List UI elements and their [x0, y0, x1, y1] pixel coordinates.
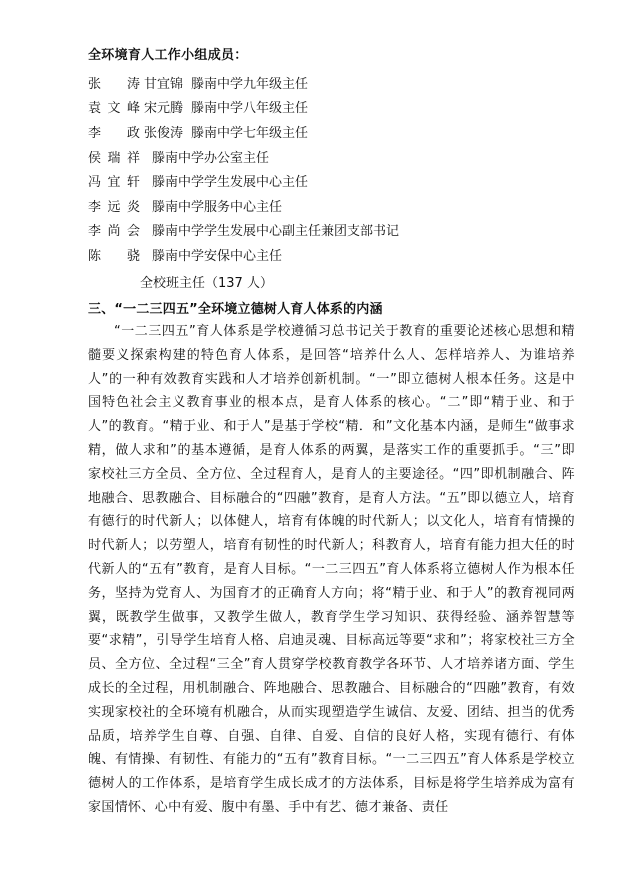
member-list — [88, 70, 568, 267]
member-role: 滕南中学七年级主任 — [191, 125, 309, 141]
member-name: 冯宜轩 — [88, 175, 140, 191]
member-name: 侯瑞祥 — [88, 150, 140, 166]
member-name: 李 政 — [88, 125, 140, 141]
member-row — [88, 70, 568, 95]
member-name-secondary: 张俊涛 — [144, 125, 184, 141]
member-role: 滕南中学学生发展中心副主任兼团支部书记 — [152, 224, 400, 240]
member-name: 李尚会 — [88, 224, 140, 240]
member-row — [88, 193, 568, 218]
member-row — [88, 218, 568, 243]
member-row — [88, 144, 568, 169]
member-name-secondary: 甘宜锦 — [144, 76, 184, 92]
member-row — [88, 168, 568, 193]
member-name: 陈 骁 — [88, 248, 140, 264]
member-role: 滕南中学服务中心主任 — [152, 199, 283, 215]
section-heading: 三、“一二三四五”全环境立德树人育人体系的内涵 — [88, 302, 383, 317]
body-paragraph: “一二三四五”育人体系是学校遵循习总书记关于教育的重要论述核心思想和精髓要义探索构建的特色育人体系，是回答“培养什么人、怎样培养人、为谁培养人”的一种有效教育实践和人才培养创新机制。“一”即立德树人根本任务。这是中国特色社会主义教育事业的根本点，是育人体系的核心。“二”即“精于业、和于人”的教育。“精于业、和于人”是基于学校“精．和”文化基本内涵，是师生“做事求精，做人求和”的基本遵循，是育人体系的两翼，是落实工作的重要抓手。“三”即家校社三方全员、全方位、全过程育人，是育人的主要途径。“四”即机制融合、阵地融合、思教融合、目标融合的“四融”教育，是育人方法。“五”即以德立人，培育有德行的时代新人；以体健人，培育有体魄的时代新人；以文化人，培育有情操的时代新人；以劳塑人，培育有韧性的时代新人；科教育人，培育有能力担大任的时代新人的“五有”教育，是育人目标。“一二三四五”育人体系将立德树人作为根本任务，坚持为党育人、为国育才的正确育人方向；将“精于业、和于人”的教育视同两翼，既教学生做事，又教学生做人，教育学生学习知识、获得经验、涵养智慧等要“求精”，引导学生培育人格、启迪灵魂、目标高远等要“求和”；将家校社三方全员、全方位、全过程“三全”育人贯穿学校教育教学各环节、人才培养诸方面、学生成长的全过程，用机制融合、阵地融合、思教融合、目标融合的“四融”教育，有效实现家校社的全环境有机融合，从而实现塑造学生诚信、友爱、团结、担当的优秀品质，培养学生自尊、自强、自律、自爱、自信的良好人格，实现有德行、有体魄、有情操、有韧性、有能力的“五有”教育目标。“一二三四五”育人体系是学校立德树人的工作体系，是培育学生成长成才的方法体系，目标是将学生培养成为富有家国情怀、心中有爱、腹中有墨、手中有艺、德才兼备、责任 — [88, 324, 575, 815]
member-name-secondary: 宋元腾 — [144, 101, 184, 117]
member-row — [88, 119, 568, 144]
homeroom-teachers-line: 全校班主任（137 人） — [140, 276, 273, 291]
member-row — [88, 242, 568, 267]
group-title: 全环境育人工作小组成员： — [88, 48, 248, 63]
member-role: 滕南中学学生发展中心主任 — [152, 175, 309, 191]
member-name: 袁文峰 — [88, 101, 140, 117]
member-name: 李远炎 — [88, 199, 140, 215]
member-role: 滕南中学八年级主任 — [191, 101, 309, 117]
member-row — [88, 95, 568, 120]
member-role: 滕南中学安保中心主任 — [152, 248, 283, 264]
member-role: 滕南中学办公室主任 — [152, 150, 270, 166]
member-role: 滕南中学九年级主任 — [191, 76, 309, 92]
member-name: 张 涛 — [88, 76, 140, 92]
